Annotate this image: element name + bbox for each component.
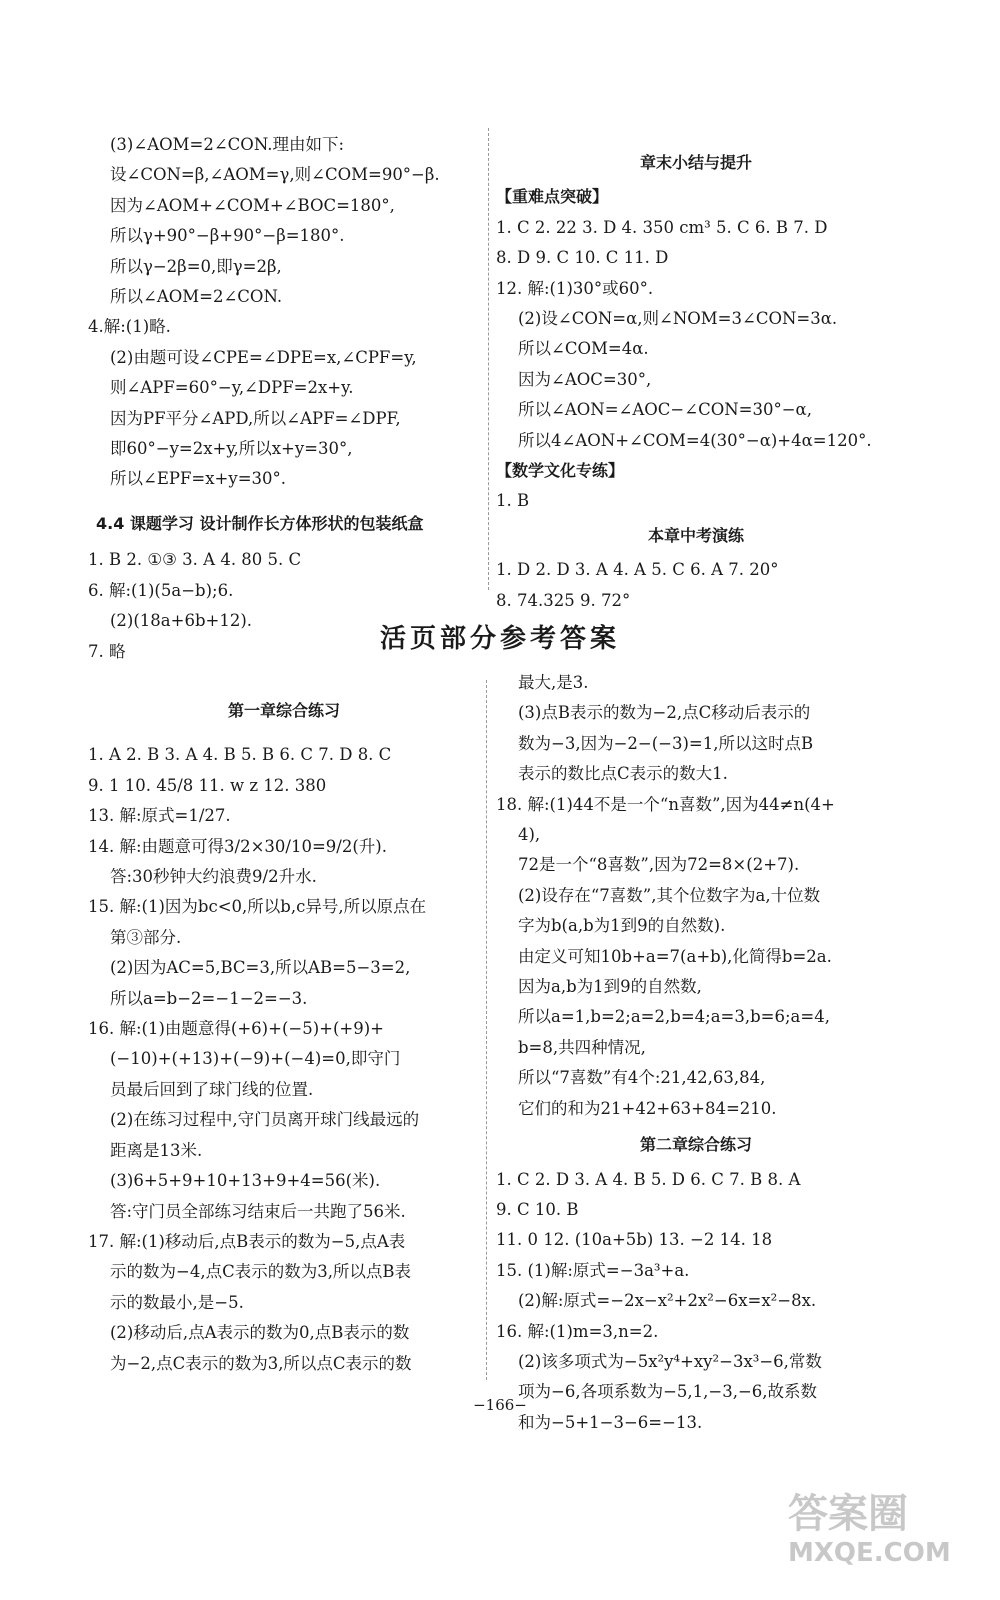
answer-line: 15. (1)解:原式=−3a³+a. (496, 1260, 690, 1280)
answer-line: 4), (518, 825, 541, 845)
answer-line: 18. 解:(1)44不是一个“n喜数”,因为44≠n(4+ (496, 794, 835, 814)
answer-line: 8. D 9. C 10. C 11. D (496, 248, 669, 268)
answer-line: 1. C 2. 22 3. D 4. 350 cm³ 5. C 6. B 7. D (496, 217, 828, 237)
answer-line: (2)因为AC=5,BC=3,所以AB=5−3=2, (110, 958, 411, 978)
answer-line: 7. 略 (88, 641, 126, 661)
answer-line: 数为−3,因为−2−(−3)=1,所以这时点B (518, 733, 814, 753)
chapter-summary-lines (496, 182, 896, 516)
answer-line: 项为−6,各项系数为−5,1,−3,−6,故系数 (518, 1382, 818, 1402)
answer-line: 16. 解:(1)由题意得(+6)+(−5)+(+9)+ (88, 1019, 384, 1039)
watermark-text-cn: 答案圈 (788, 1491, 908, 1537)
answer-line: 由定义可知10b+a=7(a+b),化简得b=2a. (518, 946, 832, 966)
answer-line: 1. A 2. B 3. A 4. B 5. B 6. C 7. D 8. C (88, 745, 392, 765)
answer-line: (2)移动后,点A表示的数为0,点B表示的数 (110, 1323, 410, 1343)
answer-line: 16. 解:(1)m=3,n=2. (496, 1321, 659, 1341)
answer-line: 和为−5+1−3−6=−13. (518, 1412, 703, 1432)
answer-line: 所以a=1,b=2;a=2,b=4;a=3,b=6;a=4, (518, 1007, 830, 1027)
answer-line: 1. D 2. D 3. A 4. A 5. C 6. A 7. 20° (496, 560, 779, 580)
top-left-column (88, 130, 478, 667)
top-left-lines (88, 130, 478, 495)
answer-line: 因为∠AOC=30°, (518, 369, 652, 389)
answer-line: 所以a=b−2=−1−2=−3. (110, 988, 308, 1008)
answer-line: 所以∠EPF=x+y=30°. (110, 469, 287, 489)
answer-line: 设∠CON=β,∠AOM=γ,则∠COM=90°−β. (110, 165, 440, 185)
answer-line: 则∠APF=60°−y,∠DPF=2x+y. (110, 378, 354, 398)
answer-line: 示的数为−4,点C表示的数为3,所以点B表 (110, 1262, 412, 1282)
chapter-2-heading: 第二章综合练习 (639, 1135, 752, 1155)
answer-line: (3)6+5+9+10+13+9+4=56(米). (110, 1171, 381, 1191)
answer-line: 所以4∠AON+∠COM=4(30°−α)+4α=120°. (518, 430, 872, 450)
answer-line: 【重难点突破】 (496, 187, 609, 207)
answer-line: b=8,共四种情况, (518, 1037, 646, 1057)
answer-line: 员最后回到了球门线的位置. (110, 1079, 314, 1099)
answer-line: (2)设∠CON=α,则∠NOM=3∠CON=3α. (518, 309, 838, 329)
answer-line: 【数学文化专练】 (496, 461, 625, 481)
answer-line: (3)∠AOM=2∠CON.理由如下: (110, 135, 345, 154)
answer-line: 9. 1 10. 45/8 11. w z 12. 380 (88, 775, 327, 795)
loose-leaf-answers-title: 活页部分参考答案 (379, 624, 620, 654)
answer-line: 9. C 10. B (496, 1199, 579, 1219)
answer-line: 4.解:(1)略. (88, 317, 171, 337)
answer-line: 14. 解:由题意可得3/2×30/10=9/2(升). (88, 836, 387, 856)
answer-line: (2)设存在“7喜数”,其个位数字为a,十位数 (518, 885, 821, 905)
answer-line: (2)该多项式为−5x²y⁴+xy²−3x³−6,常数 (518, 1351, 822, 1371)
answer-line: (2)(18a+6b+12). (110, 611, 253, 631)
bottom-left-column (88, 696, 480, 1379)
watermark-logo (788, 1490, 988, 1590)
answer-line: 因为PF平分∠APD,所以∠APF=∠DPF, (110, 408, 401, 428)
answer-line: 1. C 2. D 3. A 4. B 5. D 6. C 7. B 8. A (496, 1169, 801, 1189)
answer-line: (2)在练习过程中,守门员离开球门线最远的 (110, 1110, 420, 1130)
answer-line: 15. 解:(1)因为bc<0,所以b,c异号,所以原点在 (88, 897, 427, 917)
answer-line: 第③部分. (110, 927, 182, 947)
exam-practice-lines (496, 555, 896, 616)
answer-line: 11. 0 12. (10a+5b) 13. −2 14. 18 (496, 1230, 773, 1250)
answer-line: 最大,是3. (518, 673, 589, 692)
answer-line: 所以∠AON=∠AOC−∠CON=30°−α, (518, 400, 812, 420)
page-number: −166− (473, 1396, 527, 1414)
answer-line: 它们的和为21+42+63+84=210. (518, 1098, 777, 1118)
answer-line: (2)解:原式=−2x−x²+2x²−6x=x²−8x. (518, 1291, 817, 1311)
answer-line: 12. 解:(1)30°或60°. (496, 278, 654, 298)
answer-line: (2)由题可设∠CPE=∠DPE=x,∠CPF=y, (110, 347, 417, 367)
answer-line: 因为a,b为1到9的自然数, (518, 977, 702, 997)
answer-line: 所以∠COM=4α. (518, 339, 649, 359)
answer-line: 8. 74.325 9. 72° (496, 590, 631, 610)
chapter-summary-heading: 章末小结与提升 (639, 153, 752, 172)
answer-line: 13. 解:原式=1/27. (88, 806, 231, 826)
answer-line: 距离是13米. (110, 1140, 203, 1160)
chapter-1-lines (88, 740, 480, 1379)
chapter-1-heading: 第一章综合练习 (227, 701, 340, 720)
answer-line: 为−2,点C表示的数为3,所以点C表示的数 (110, 1353, 412, 1373)
answer-line: (3)点B表示的数为−2,点C移动后表示的 (518, 703, 811, 723)
exam-practice-heading: 本章中考演练 (647, 525, 744, 545)
top-divider (488, 128, 489, 590)
answer-line: 1. B (496, 491, 530, 511)
answer-line: 字为b(a,b为1到9的自然数). (518, 916, 726, 936)
section-4-4-heading: 4.4 课题学习 设计制作长方体形状的包装纸盒 (96, 513, 424, 533)
answer-line: 所以“7喜数”有4个:21,42,63,84, (518, 1068, 766, 1088)
answer-line: 1. B 2. ①③ 3. A 4. 80 5. C (88, 550, 302, 570)
top-right-column (496, 148, 896, 616)
bottom-right-column (496, 668, 896, 1438)
answer-line: 所以γ−2β=0,即γ=2β, (110, 256, 282, 276)
watermark-text-en: MXQE.COM (788, 1538, 951, 1568)
answer-line: 72是一个“8喜数”,因为72=8×(2+7). (518, 855, 800, 875)
answer-line: 答:30秒钟大约浪费9/2升水. (110, 867, 317, 887)
answer-line: 示的数最小,是−5. (110, 1292, 244, 1312)
answer-line: 表示的数比点C表示的数大1. (518, 764, 728, 784)
answer-line: 17. 解:(1)移动后,点B表示的数为−5,点A表 (88, 1231, 406, 1251)
answer-line: 6. 解:(1)(5a−b);6. (88, 580, 234, 600)
bottom-divider (486, 680, 487, 1380)
answer-line: 所以γ+90°−β+90°−β=180°. (110, 226, 345, 246)
answer-line: 即60°−y=2x+y,所以x+y=30°, (110, 439, 353, 459)
chapter-1-continued-lines (496, 668, 896, 1124)
answer-line: 所以∠AOM=2∠CON. (110, 287, 283, 307)
answer-line: (−10)+(+13)+(−9)+(−4)=0,即守门 (110, 1049, 401, 1069)
answer-line: 因为∠AOM+∠COM+∠BOC=180°, (110, 195, 395, 215)
answer-line: 答:守门员全部练习结束后一共跑了56米. (110, 1201, 406, 1221)
